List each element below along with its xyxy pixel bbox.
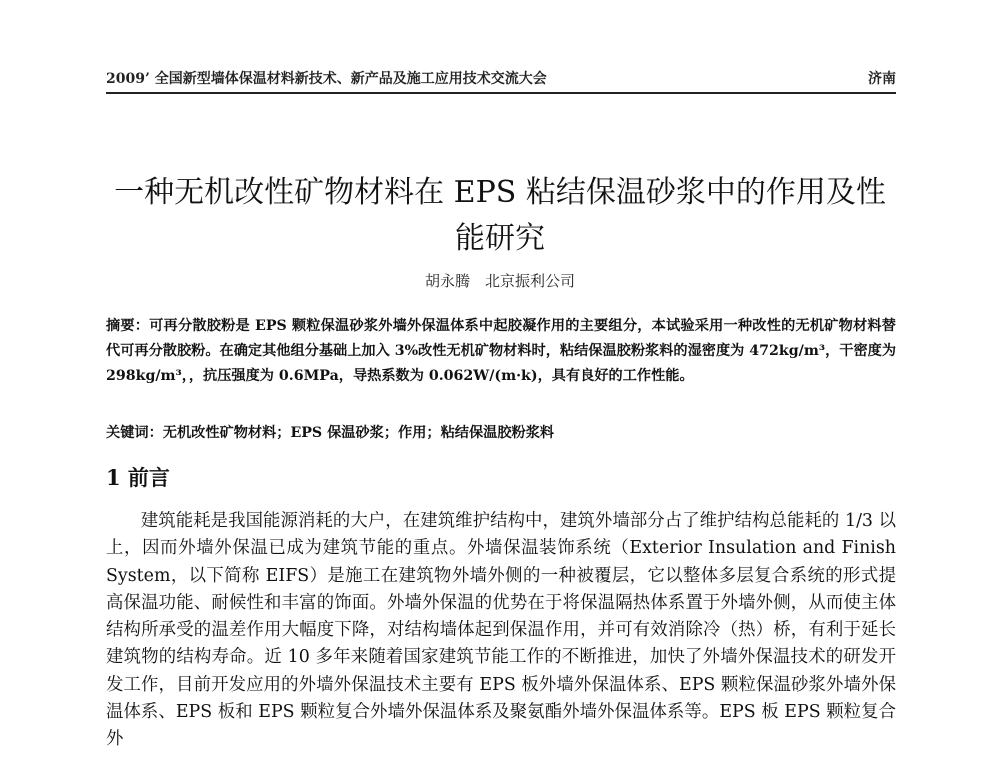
intro-paragraph: 建筑能耗是我国能源消耗的大户，在建筑维护结构中，建筑外墙部分占了维护结构总能耗的 1/3 以上，因而外墙外保温已成为建筑节能的重点。外墙保温装饰系统（Exterior Insulation and Finish System，以下简称 EIFS）是施工在建筑物外墙外侧的一种被覆层，它以整体多层复合系统的形式提高保温功能、耐候性和丰富的饰面。外墙外保温的优势在于将保温隔热体系置于外墙外侧，从而使主体结构所承受的温差作用大幅度下降，对结构墙体起到保温作用，并可有效消除冷（热）桥，有利于延长建筑物的结构寿命。近 10 多年来随着国家建筑节能工作的不断推进，加快了外墙外保温技术的研发开发工作，目前开发应用的外墙外保温技术主要有 EPS 板外墙外保温体系、EPS 颗粒保温砂浆外墙外保温体系、EPS 板和 EPS 颗粒复合外墙外保温体系及聚氨酯外墙外保温体系等。EPS 板 EPS 颗粒复合外 — [106, 511, 896, 750]
running-header — [106, 68, 896, 92]
keywords: 关键词：无机改性矿物材料；EPS 保温砂浆；作用；粘结保温胶粉浆料 — [106, 425, 555, 441]
section-heading-intro: 1 前言 — [106, 465, 170, 490]
author-line: 胡永腾 北京振利公司 — [424, 272, 575, 290]
header-rule — [106, 92, 896, 94]
abstract: 摘要：可再分散胶粉是 EPS 颗粒保温砂浆外墙外保温体系中起胶凝作用的主要组分，本试验采用一种改性的无机矿物材料替代可再分散胶粉。在确定其他组分基础上加入 3%改性无机矿物材料时，粘结保温胶粉浆料的湿密度为 472kg/m³，干密度为 298kg/m³，，抗压强度为 0.6MPa，导热系数为 0.062W/(m·k)，具有良好的工作性能。 — [106, 318, 897, 384]
conference-name: 2009’ 全国新型墙体保温材料新技术、新产品及施工应用技术交流大会 — [106, 71, 547, 87]
conference-location: 济南 — [868, 71, 896, 87]
paper-title: 一种无机改性矿物材料在 EPS 粘结保温砂浆中的作用及性能研究 — [114, 175, 886, 257]
